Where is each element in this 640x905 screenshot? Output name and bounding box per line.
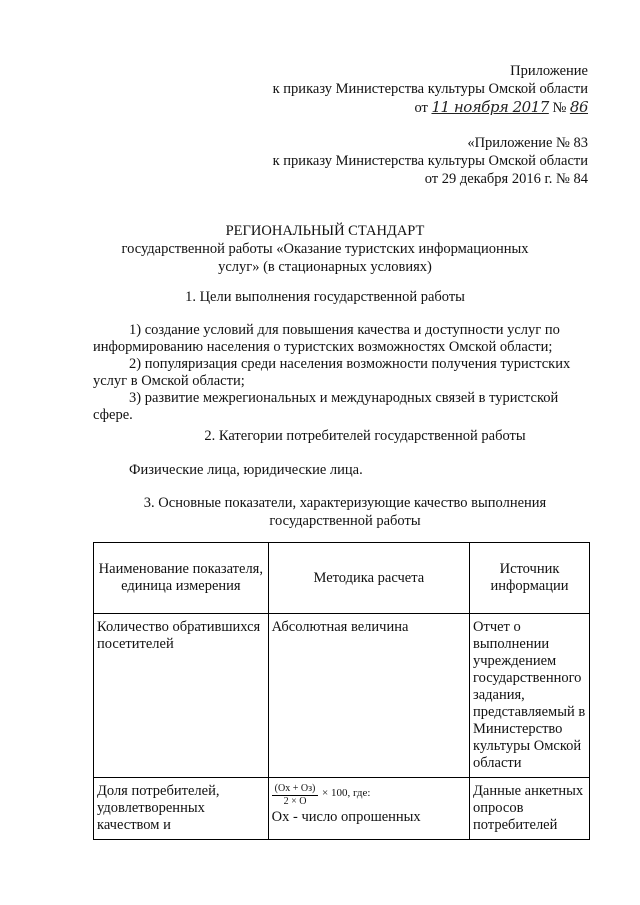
indicators-table — [93, 542, 590, 840]
consumer-categories: Физические лица, юридические лица. — [129, 462, 363, 478]
number-prefix: № — [552, 100, 567, 116]
goal-2-line1: 2) популяризация среди населения возможности получения туристских — [129, 356, 571, 372]
section-2-title: 2. Категории потребителей государственной работы — [204, 428, 526, 444]
header-calculation-method: Методика расчета — [268, 543, 469, 614]
row2-indicator: Доля потребителей, удовлетворенных качеством и — [94, 778, 269, 840]
appendix-label: Приложение — [510, 63, 588, 79]
section-1-title: 1. Цели выполнения государственной работы — [185, 289, 465, 305]
goal-2-line2: услуг в Омской области; — [93, 373, 245, 389]
formula-numerator: (Ox + Oз) — [272, 783, 319, 796]
section-3-title-line2: государственной работы — [269, 513, 421, 529]
row1-source: Отчет о выполнении учреждением государственного задания, представляемый в Министерство культуры Омской области — [470, 614, 590, 778]
section-3-title-line1: 3. Основные показатели, характеризующие качество выполнения — [143, 495, 547, 511]
previous-order-reference: к приказу Министерства культуры Омской области — [272, 153, 588, 169]
row1-indicator: Количество обратившихся посетителей — [94, 614, 269, 778]
goal-1-line1: 1) создание условий для повышения качества и доступности услуг по — [129, 322, 560, 338]
order-date-line — [414, 98, 588, 117]
document-title: РЕГИОНАЛЬНЫЙ СТАНДАРТ — [225, 223, 425, 239]
previous-appendix-label: «Приложение № 83 — [467, 135, 588, 151]
order-reference: к приказу Министерства культуры Омской области — [272, 81, 588, 97]
date-prefix: от — [414, 100, 428, 116]
formula-tail: × 100, где: — [321, 787, 371, 799]
table-row — [94, 778, 590, 840]
goal-3-line2: сфере. — [93, 407, 133, 423]
previous-order-date: от 29 декабря 2016 г. № 84 — [424, 171, 588, 187]
row1-method: Абсолютная величина — [268, 614, 469, 778]
formula-denominator: 2 × O — [283, 796, 307, 807]
handwritten-date: 11 ноября 2017 — [431, 98, 549, 116]
table-row — [94, 614, 590, 778]
row2-source: Данные анкетных опросов потребителей — [470, 778, 590, 840]
row2-method — [268, 778, 469, 840]
header-indicator-name: Наименование показателя, единица измерения — [94, 543, 269, 614]
formula-fraction — [272, 783, 319, 808]
document-subtitle-line1: государственной работы «Оказание туристских информационных — [121, 241, 529, 257]
row2-method-text: Ox - число опрошенных — [271, 809, 421, 825]
goal-3-line1: 3) развитие межрегиональных и международных связей в туристской — [129, 390, 559, 406]
header-information-source: Источник информации — [470, 543, 590, 614]
table-header-row — [94, 543, 590, 614]
document-subtitle-line2: услуг» (в стационарных условиях) — [218, 259, 432, 275]
handwritten-number: 86 — [569, 98, 588, 116]
goal-1-line2: информированию населения о туристских возможностях Омской области; — [93, 339, 553, 355]
